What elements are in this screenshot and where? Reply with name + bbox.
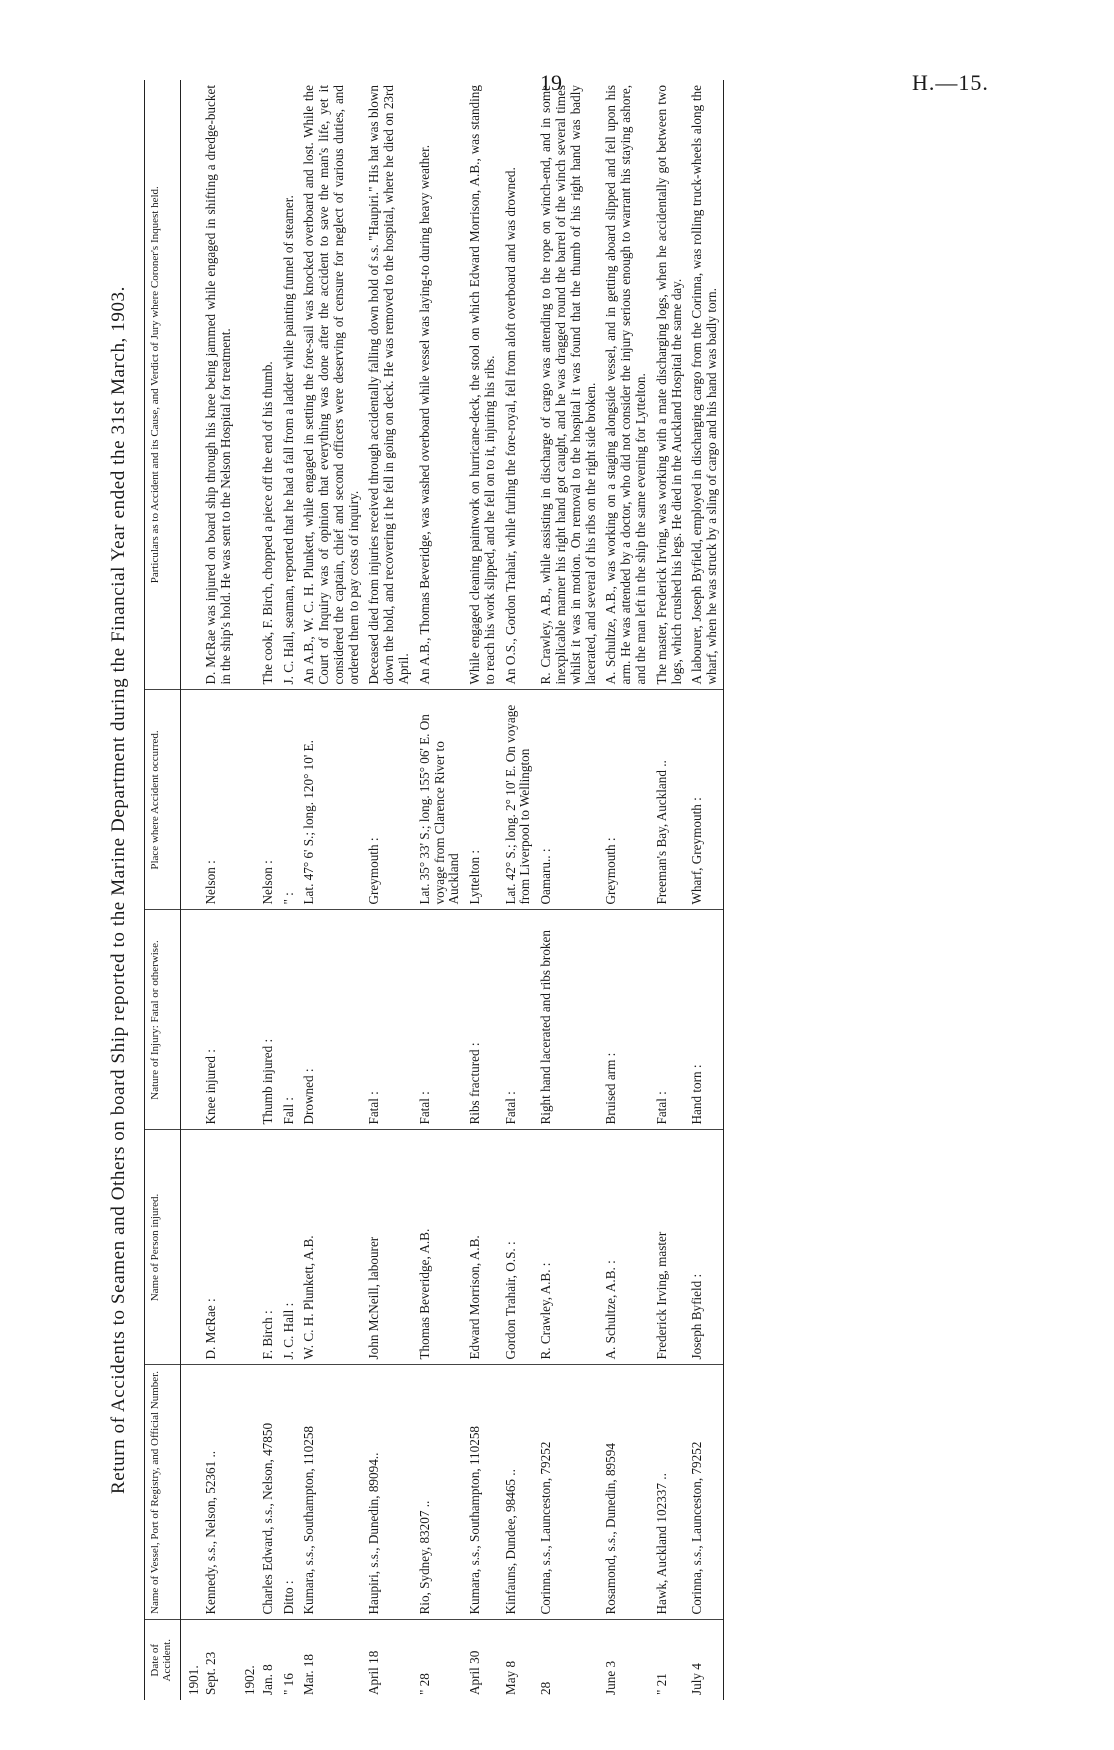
injury-nature: Fall :: [279, 910, 300, 1130]
accident-place: Greymouth :: [601, 690, 651, 910]
injury-nature: Fatal :: [501, 910, 537, 1130]
year-label: 1902.: [241, 1665, 257, 1695]
accident-place: " :: [279, 690, 300, 910]
injury-nature: Drowned :: [299, 910, 364, 1130]
person-injured: Edward Morrison, A.B.: [465, 1130, 501, 1365]
person-injured: W. C. H. Plunkett, A.B.: [299, 1130, 364, 1365]
vessel-name: Ditto :: [279, 1365, 300, 1620]
accident-particulars: Deceased died from injuries received through accidentally falling down hold of s.s. "Haupiri." His hat was blown down the hold, and recovering it he fell in going on deck. He was removed to the hospital, where he died on 23rd April.: [364, 80, 414, 690]
accident-date: July 4: [687, 1620, 723, 1700]
accident-date: 28: [538, 1681, 554, 1695]
column-header-vessel: Name of Vessel, Port of Registry, and Official Number.: [145, 1365, 181, 1620]
person-injured: Frederick Irving, master: [652, 1130, 688, 1365]
accident-date: Mar. 18: [301, 1653, 317, 1695]
person-injured: A. Schultze, A.B. :: [601, 1130, 651, 1365]
accident-date: " 21: [653, 1673, 669, 1695]
injury-nature: Fatal :: [415, 910, 465, 1130]
injury-nature: Fatal :: [652, 910, 688, 1130]
accident-particulars: An A.B., Thomas Beveridge, was washed overboard while vessel was laying-to during heavy weather.: [415, 80, 465, 690]
accident-place: Lat. 42° S.; long. 2° 10' E. On voyage from Liverpool to Wellington: [501, 690, 537, 910]
injury-nature: Fatal :: [364, 910, 414, 1130]
person-injured: Gordon Trahair, O.S. :: [501, 1130, 537, 1365]
accident-date: May 8: [502, 1660, 518, 1695]
accident-place: Lyttelton :: [465, 690, 501, 910]
accident-date: April 18: [366, 1650, 382, 1695]
accident-particulars: J. C. Hall, seaman, reported that he had a fall from a ladder while painting funnel of steamer.: [279, 80, 300, 690]
person-injured: John McNeill, labourer: [364, 1130, 414, 1365]
vessel-name: Rosamond, s.s., Dunedin, 89594: [601, 1365, 651, 1620]
injury-nature: Hand torn :: [687, 910, 723, 1130]
column-header-date: Date of Accident.: [145, 1620, 181, 1700]
vessel-name: Hawk, Auckland 102337 ..: [652, 1365, 688, 1620]
accident-particulars: R. Crawley, A.B., while assisting in discharge of cargo was attending to the rope on winch-end, and in some inexplicable manner his right hand got caught, and he was dragged round the barrel of the winch several times whilst it was in motion. On removal to the hospital it was found that the thumb of his right hand was badly lacerated, and several of his ribs on the right side broken.: [536, 80, 601, 690]
injury-nature: Bruised arm :: [601, 910, 651, 1130]
person-injured: D. McRae :: [201, 1130, 237, 1365]
accident-date: " 28: [416, 1673, 432, 1695]
table-row: [415, 80, 465, 1700]
accident-particulars: An A.B., W. C. H. Plunkett, while engaged in setting the fore-sail was knocked overboard and lost. While the Court of Inquiry was of opinion that everything was done after the accident to save the man's life, yet it considered the captain, chief and second officers were deserving of censure for neglect of various duties, and ordered them to pay costs of inquiry.: [299, 80, 364, 690]
accident-place: Freeman's Bay, Auckland ..: [652, 690, 688, 910]
accidents-table: [144, 80, 724, 1700]
accident-particulars: While engaged cleaning paintwork on hurricane-deck, the stool on which Edward Morrison, A.B., was standing to reach his work slipped, and he fell on to it, injuring his ribs.: [465, 80, 501, 690]
accident-place: Greymouth :: [364, 690, 414, 910]
injury-nature: Knee injured :: [201, 910, 237, 1130]
table-row: [364, 80, 414, 1700]
accident-date: " 16: [280, 1673, 296, 1695]
person-injured: Thomas Beveridge, A.B.: [415, 1130, 465, 1365]
accident-date: April 30: [467, 1650, 483, 1695]
accident-particulars: A. Schultze, A.B., was working on a staging alongside vessel, and in getting aboard slipped and fell upon his arm. He was attended by a doctor, who did not consider the injury serious enough to warrant his staying ashore, and the man left in the ship the same evening for Lyttelton.: [601, 80, 651, 690]
year-row: [237, 80, 258, 1700]
page-code: H.—15.: [912, 70, 989, 95]
column-header-person: Name of Person injured.: [145, 1130, 181, 1365]
table-row: [652, 80, 688, 1700]
accident-place: Oamaru.. :: [536, 690, 601, 910]
injury-nature: Ribs fractured :: [465, 910, 501, 1130]
accident-date: Sept. 23: [203, 1651, 219, 1695]
table-row: [536, 80, 601, 1700]
injury-nature: Right hand lacerated and ribs broken: [536, 910, 601, 1130]
accident-date: Jan. 8: [259, 1664, 275, 1695]
table-row: [279, 80, 300, 1700]
accident-particulars: D. McRae was injured on board ship through his knee being jammed while engaged in shifting a dredge-bucket in the ship's hold. He was sent to the Nelson Hospital for treatment.: [201, 80, 237, 690]
accident-particulars: The cook, F. Birch, chopped a piece off the end of his thumb.: [258, 80, 279, 690]
vessel-name: Rio, Sydney, 83207 ..: [415, 1365, 465, 1620]
year-row: [180, 80, 201, 1700]
vessel-name: Kumara, s.s., Southampton, 110258: [299, 1365, 364, 1620]
injury-nature: Thumb injured :: [258, 910, 279, 1130]
vessel-name: Corinna, s.s., Launceston, 79252: [687, 1365, 723, 1620]
year-label: 1901.: [185, 1665, 201, 1695]
accident-place: Wharf, Greymouth :: [687, 690, 723, 910]
accident-particulars: The master, Frederick Irving, was working with a mate discharging logs, when he accidentally got between two logs, which crushed his legs. He died in the Auckland Hospital the same day.: [652, 80, 688, 690]
accident-place: Lat. 35° 33' S.; long. 155° 06' E. On voyage from Clarence River to Auckland: [415, 690, 465, 910]
column-header-particulars: Particulars as to Accident and its Cause, and Verdict of Jury where Coroner's Inquest held.: [145, 80, 181, 690]
vessel-name: Charles Edward, s.s., Nelson, 47850: [258, 1365, 279, 1620]
person-injured: R. Crawley, A.B. :: [536, 1130, 601, 1365]
table-header-row: [145, 80, 181, 1700]
accident-date: June 3: [603, 1660, 619, 1695]
vessel-name: Kumara, s.s., Southampton, 110258: [465, 1365, 501, 1620]
table-row: [687, 80, 723, 1700]
column-header-injury: Nature of Injury: Fatal or otherwise.: [145, 910, 181, 1130]
rotated-return-table: [100, 80, 1090, 1700]
vessel-name: Kennedy, s.s., Nelson, 52361 ..: [201, 1365, 237, 1620]
document-title: Return of Accidents to Seamen and Others on board Ship reported to the Marine Department during the Financial Year ended the 31st March, 1903.: [108, 285, 129, 1495]
accident-place: Nelson :: [258, 690, 279, 910]
table-row: [201, 80, 237, 1700]
person-injured: F. Birch :: [258, 1130, 279, 1365]
person-injured: Joseph Byfield :: [687, 1130, 723, 1365]
accident-particulars: A labourer, Joseph Byfield, employed in discharging cargo from the Corinna, was rolling truck-wheels along the wharf, when he was struck by a sling of cargo and his hand was badly torn.: [687, 80, 723, 690]
accident-place: Lat. 47° 6' S.; long. 120° 10' E.: [299, 690, 364, 910]
table-row: [299, 80, 364, 1700]
person-injured: J. C. Hall :: [279, 1130, 300, 1365]
table-row: [601, 80, 651, 1700]
accident-place: Nelson :: [201, 690, 237, 910]
table-row: [258, 80, 279, 1700]
table-row: [501, 80, 537, 1700]
vessel-name: Corinna, s.s., Launceston, 79252: [536, 1365, 601, 1620]
column-header-place: Place where Accident occurred.: [145, 690, 181, 910]
accident-particulars: An O.S., Gordon Trahair, while furling the fore-royal, fell from aloft overboard and was drowned.: [501, 80, 537, 690]
vessel-name: Haupiri, s.s., Dunedin, 89094..: [364, 1365, 414, 1620]
table-row: [465, 80, 501, 1700]
page-number: 19: [540, 70, 562, 95]
vessel-name: Kinfauns, Dundee, 98465 ..: [501, 1365, 537, 1620]
